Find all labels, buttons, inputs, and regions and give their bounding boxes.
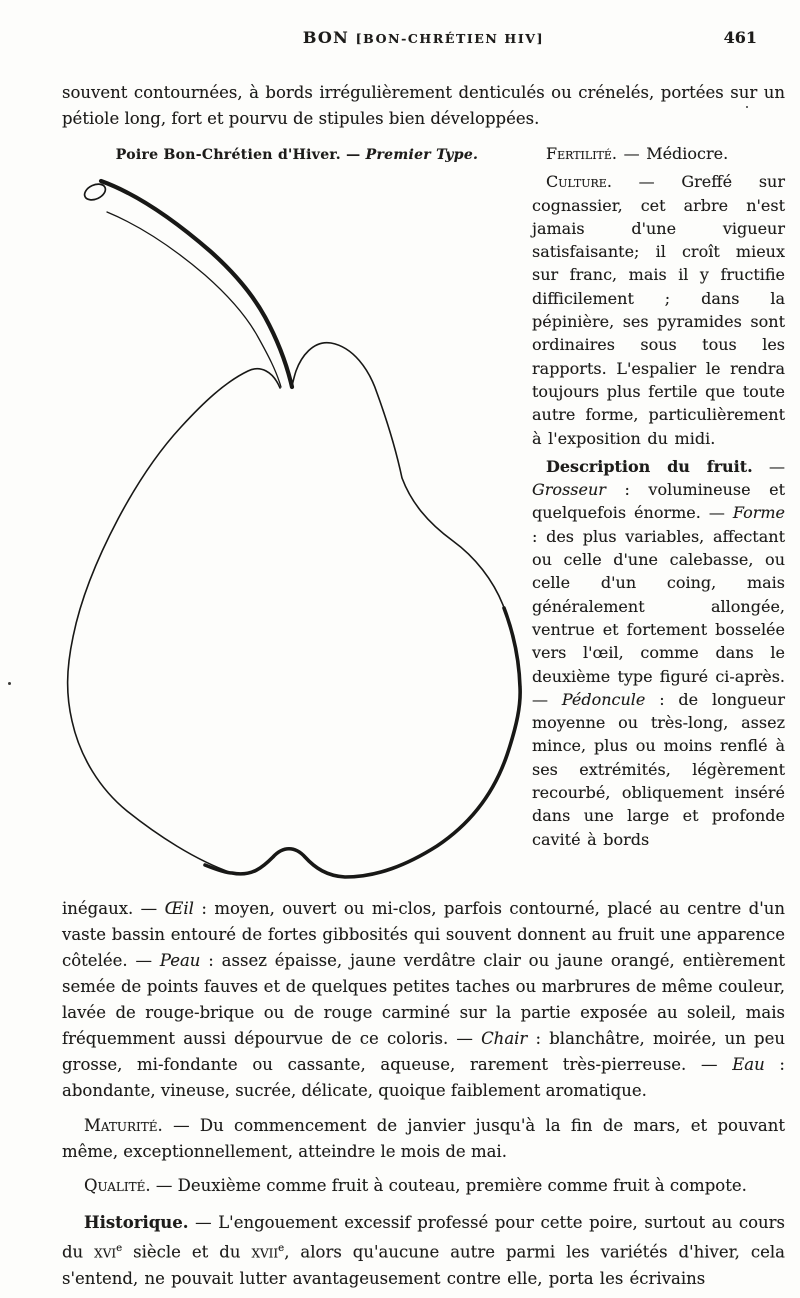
text-segment: : des plus variables, affectant ou celle d'une calebasse, ou celle d'un coing, mais généralement allongée, ventrue et fortement bosselée vers l'œil, comme dans le deuxième type figuré ci-après. —: [532, 526, 785, 709]
page-header: [62, 26, 785, 50]
right-text-column: [532, 142, 785, 892]
pear-figure: [62, 142, 532, 892]
text-segment: : de longueur moyenne ou très-long, assez mince, plus ou moins renflé à ses extrémités, légèrement recourbé, obliquement inséré dans une large et profonde cavité à bords: [532, 689, 785, 849]
text-segment: Culture.: [546, 172, 612, 192]
text-segment: : assez épaisse, jaune verdâtre clair ou jaune orangé, entièrement semée de points fauves et de quelques petites taches ou marbrures de même couleur, lavée de rouge-brique ou de rouge carminé sur la partie exposée au soleil, mais fréquemment aussi dépourvue de ce coloris. —: [62, 951, 785, 1048]
text-segment: Chair: [481, 1029, 528, 1048]
running-title: [303, 28, 544, 47]
text-segment: Historique.: [84, 1213, 189, 1232]
pear-outline: [68, 343, 521, 877]
paragraph-qualite: [62, 1173, 785, 1199]
paragraph-maturite: [62, 1113, 785, 1165]
scan-speck: [746, 106, 748, 108]
text-segment: souvent contournées, à bords irrégulièrement denticulés ou crénelés, portées sur un pétiole long, fort et pourvu de stipules bien développées.: [62, 83, 785, 128]
text-segment: —: [752, 456, 786, 476]
paragraph-historique: [62, 1210, 785, 1292]
text-segment: — L'engouement excessif professé pour cette poire, surtout au cours du: [62, 1213, 785, 1262]
text-segment: Qualité.: [84, 1176, 151, 1195]
text-segment: e: [278, 1243, 285, 1254]
paragraph-culture: [532, 170, 785, 450]
text-segment: Forme: [732, 503, 785, 523]
scan-speck: [8, 682, 11, 685]
paragraph-oeil-peau-chair-eau: [62, 896, 785, 1104]
text-segment: Pédoncule: [561, 689, 646, 709]
text-segment: — Greffé sur cognassier, cet arbre n'est jamais d'une vigueur satisfaisante; il croît mieux sur franc, mais il y fructifie difficilement ; dans la pépinière, ses pyramides sont ordinaires sous tous les rapports. L'espalier le rendra toujours plus fertile que toute autre forme, particulièrement à l'exposition du midi.: [532, 172, 785, 448]
text-segment: [BON-CHRÉTIEN HIV]: [355, 31, 545, 46]
text-segment: : blanchâtre, moirée, un peu grosse, mi-fondante ou cassante, aqueuse, rarement très-pierreuse. —: [62, 1029, 786, 1074]
text-segment: Grosseur: [532, 480, 606, 500]
text-segment: : abondante, vineuse, sucrée, délicate, quoique faiblement aromatique.: [62, 1055, 785, 1100]
pear-stalk-thick-edge: [101, 181, 292, 387]
text-segment: : moyen, ouvert ou mi-clos, parfois contourné, placé au centre d'un vaste bassin entouré de fortes gibbosités qui souvent donnent au fruit une apparence côtelée. —: [62, 899, 785, 970]
text-segment: Poire Bon-Chrétien d'Hiver. —: [115, 147, 366, 163]
pear-engraving: [55, 165, 525, 891]
text-segment: Maturité.: [84, 1116, 163, 1135]
text-segment: Eau: [732, 1055, 765, 1074]
text-segment: xvi: [94, 1242, 117, 1262]
text-segment: Peau: [159, 951, 201, 970]
text-segment: e: [116, 1243, 123, 1254]
text-segment: xvii: [251, 1242, 279, 1262]
text-segment: Premier Type.: [365, 147, 479, 163]
page-number: 461: [723, 28, 757, 47]
text-segment: Œil: [164, 899, 194, 918]
text-segment: Description du fruit.: [546, 456, 753, 476]
pear-shading-stroke: [205, 608, 520, 877]
text-segment: — Du commencement de janvier jusqu'à la fin de mars, et pouvant même, exceptionnellement, atteindre le mois de mai.: [62, 1116, 785, 1161]
text-segment: Fertilité.: [546, 144, 618, 163]
text-segment: inégaux. —: [62, 899, 165, 918]
text-segment: siècle et du: [122, 1242, 252, 1262]
paragraph-description-du-fruit: [532, 455, 785, 851]
figure-caption: [62, 147, 532, 163]
text-segment: BON: [302, 28, 356, 47]
two-column-section: [62, 142, 785, 892]
paragraph-fertilite: [532, 142, 785, 165]
text-segment: : volumineuse et quelquefois énorme. —: [532, 480, 785, 523]
text-segment: — Médiocre.: [617, 144, 729, 163]
text-segment: — Deuxième comme fruit à couteau, première comme fruit à compote.: [150, 1176, 747, 1195]
intro-paragraph: [62, 80, 785, 132]
text-segment: , alors qu'aucune autre parmi les variétés d'hiver, cela s'entend, ne pouvait lutter avantageusement contre elle, porta les écrivains: [62, 1242, 786, 1288]
